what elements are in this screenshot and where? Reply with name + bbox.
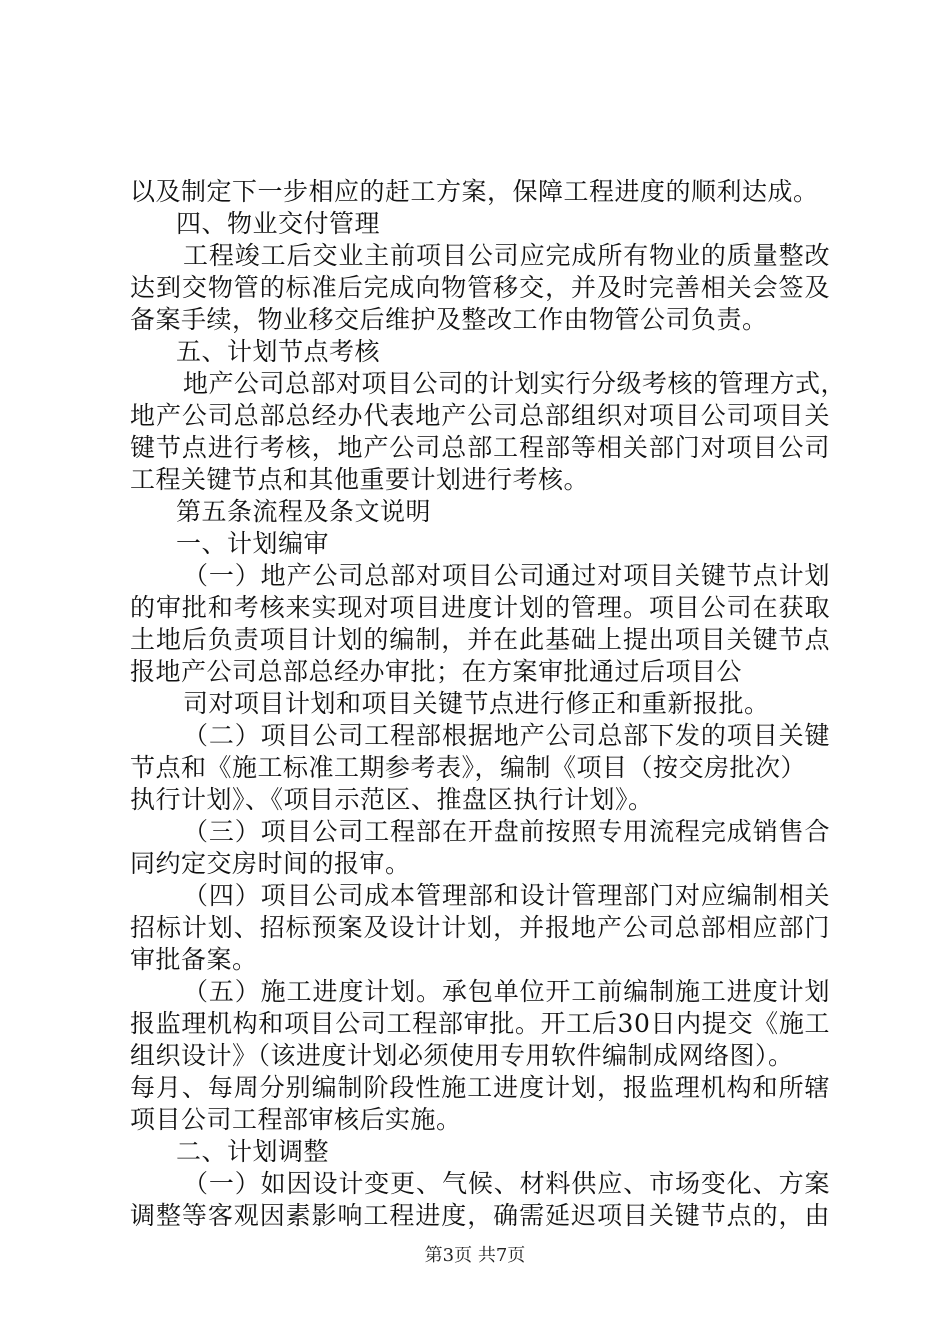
text-line: （二）项目公司工程部根据地产公司总部下发的项目关键 bbox=[183, 721, 830, 750]
text-line: （三）项目公司工程部在开盘前按照专用流程完成销售合 bbox=[183, 817, 830, 846]
text-line: （五）施工进度计划。承包单位开工前编制施工进度计划 bbox=[183, 977, 830, 1006]
text-line: 工程竣工后交业主前项目公司应完成所有物业的质量整改 bbox=[183, 241, 830, 270]
text-line: （一）地产公司总部对项目公司通过对项目关键节点计划 bbox=[183, 561, 830, 590]
text-line: 招标计划、招标预案及设计计划，并报地产公司总部相应部门 bbox=[130, 913, 830, 942]
text-line: （一）如因设计变更、气候、材料供应、市场变化、方案 bbox=[183, 1169, 830, 1198]
text-line: 报地产公司总部总经办审批；在方案审批通过后项目公 bbox=[130, 657, 743, 686]
section-heading: 一、计划编审 bbox=[176, 529, 330, 558]
text-line: 的审批和考核来实现对项目进度计划的管理。项目公司在获取 bbox=[130, 593, 830, 622]
text-line: （四）项目公司成本管理部和设计管理部门对应编制相关 bbox=[183, 881, 830, 910]
text-line: 工程关键节点和其他重要计划进行考核。 bbox=[130, 465, 590, 494]
text-line: 报监理机构和项目公司工程部审批。开工后30日内提交《施工 bbox=[130, 1009, 830, 1038]
text-line: 每月、每周分别编制阶段性施工进度计划，报监理机构和所辖 bbox=[130, 1073, 830, 1102]
text-line: 项目公司工程部审核后实施。 bbox=[130, 1105, 462, 1134]
section-heading: 第五条流程及条文说明 bbox=[176, 497, 432, 526]
page-footer: 第3页 共7页 bbox=[424, 1245, 526, 1266]
text-line: 达到交物管的标准后完成向物管移交，并及时完善相关会签及 bbox=[130, 273, 830, 302]
text-line: 审批备案。 bbox=[130, 945, 258, 974]
text-line: 地产公司总部对项目公司的计划实行分级考核的管理方式， bbox=[183, 369, 847, 398]
section-heading: 四、物业交付管理 bbox=[176, 209, 381, 238]
text-line: 调整等客观因素影响工程进度，确需延迟项目关键节点的，由 bbox=[130, 1201, 830, 1230]
text-line: 司对项目计划和项目关键节点进行修正和重新报批。 bbox=[183, 689, 770, 718]
text-line: 组织设计》（该进度计划必须使用专用软件编制成网络图）。 bbox=[130, 1041, 794, 1070]
text-line: 键节点进行考核，地产公司总部工程部等相关部门对项目公司 bbox=[130, 433, 830, 462]
section-heading: 五、计划节点考核 bbox=[176, 337, 381, 366]
section-heading: 二、计划调整 bbox=[176, 1137, 330, 1166]
text-line: 备案手续，物业移交后维护及整改工作由物管公司负责。 bbox=[130, 305, 768, 334]
text-line: 节点和《施工标准工期参考表》，编制《项目（按交房批次） bbox=[130, 753, 807, 782]
text-line: 地产公司总部总经办代表地产公司总部组织对项目公司项目关 bbox=[130, 401, 830, 430]
text-line: 同约定交房时间的报审。 bbox=[130, 849, 411, 878]
text-line: 土地后负责项目计划的编制，并在此基础上提出项目关键节点 bbox=[130, 625, 830, 654]
text-line: 以及制定下一步相应的赶工方案，保障工程进度的顺利达成。 bbox=[130, 177, 819, 206]
text-line: 执行计划》、《项目示范区、推盘区执行计划》。 bbox=[130, 785, 654, 814]
